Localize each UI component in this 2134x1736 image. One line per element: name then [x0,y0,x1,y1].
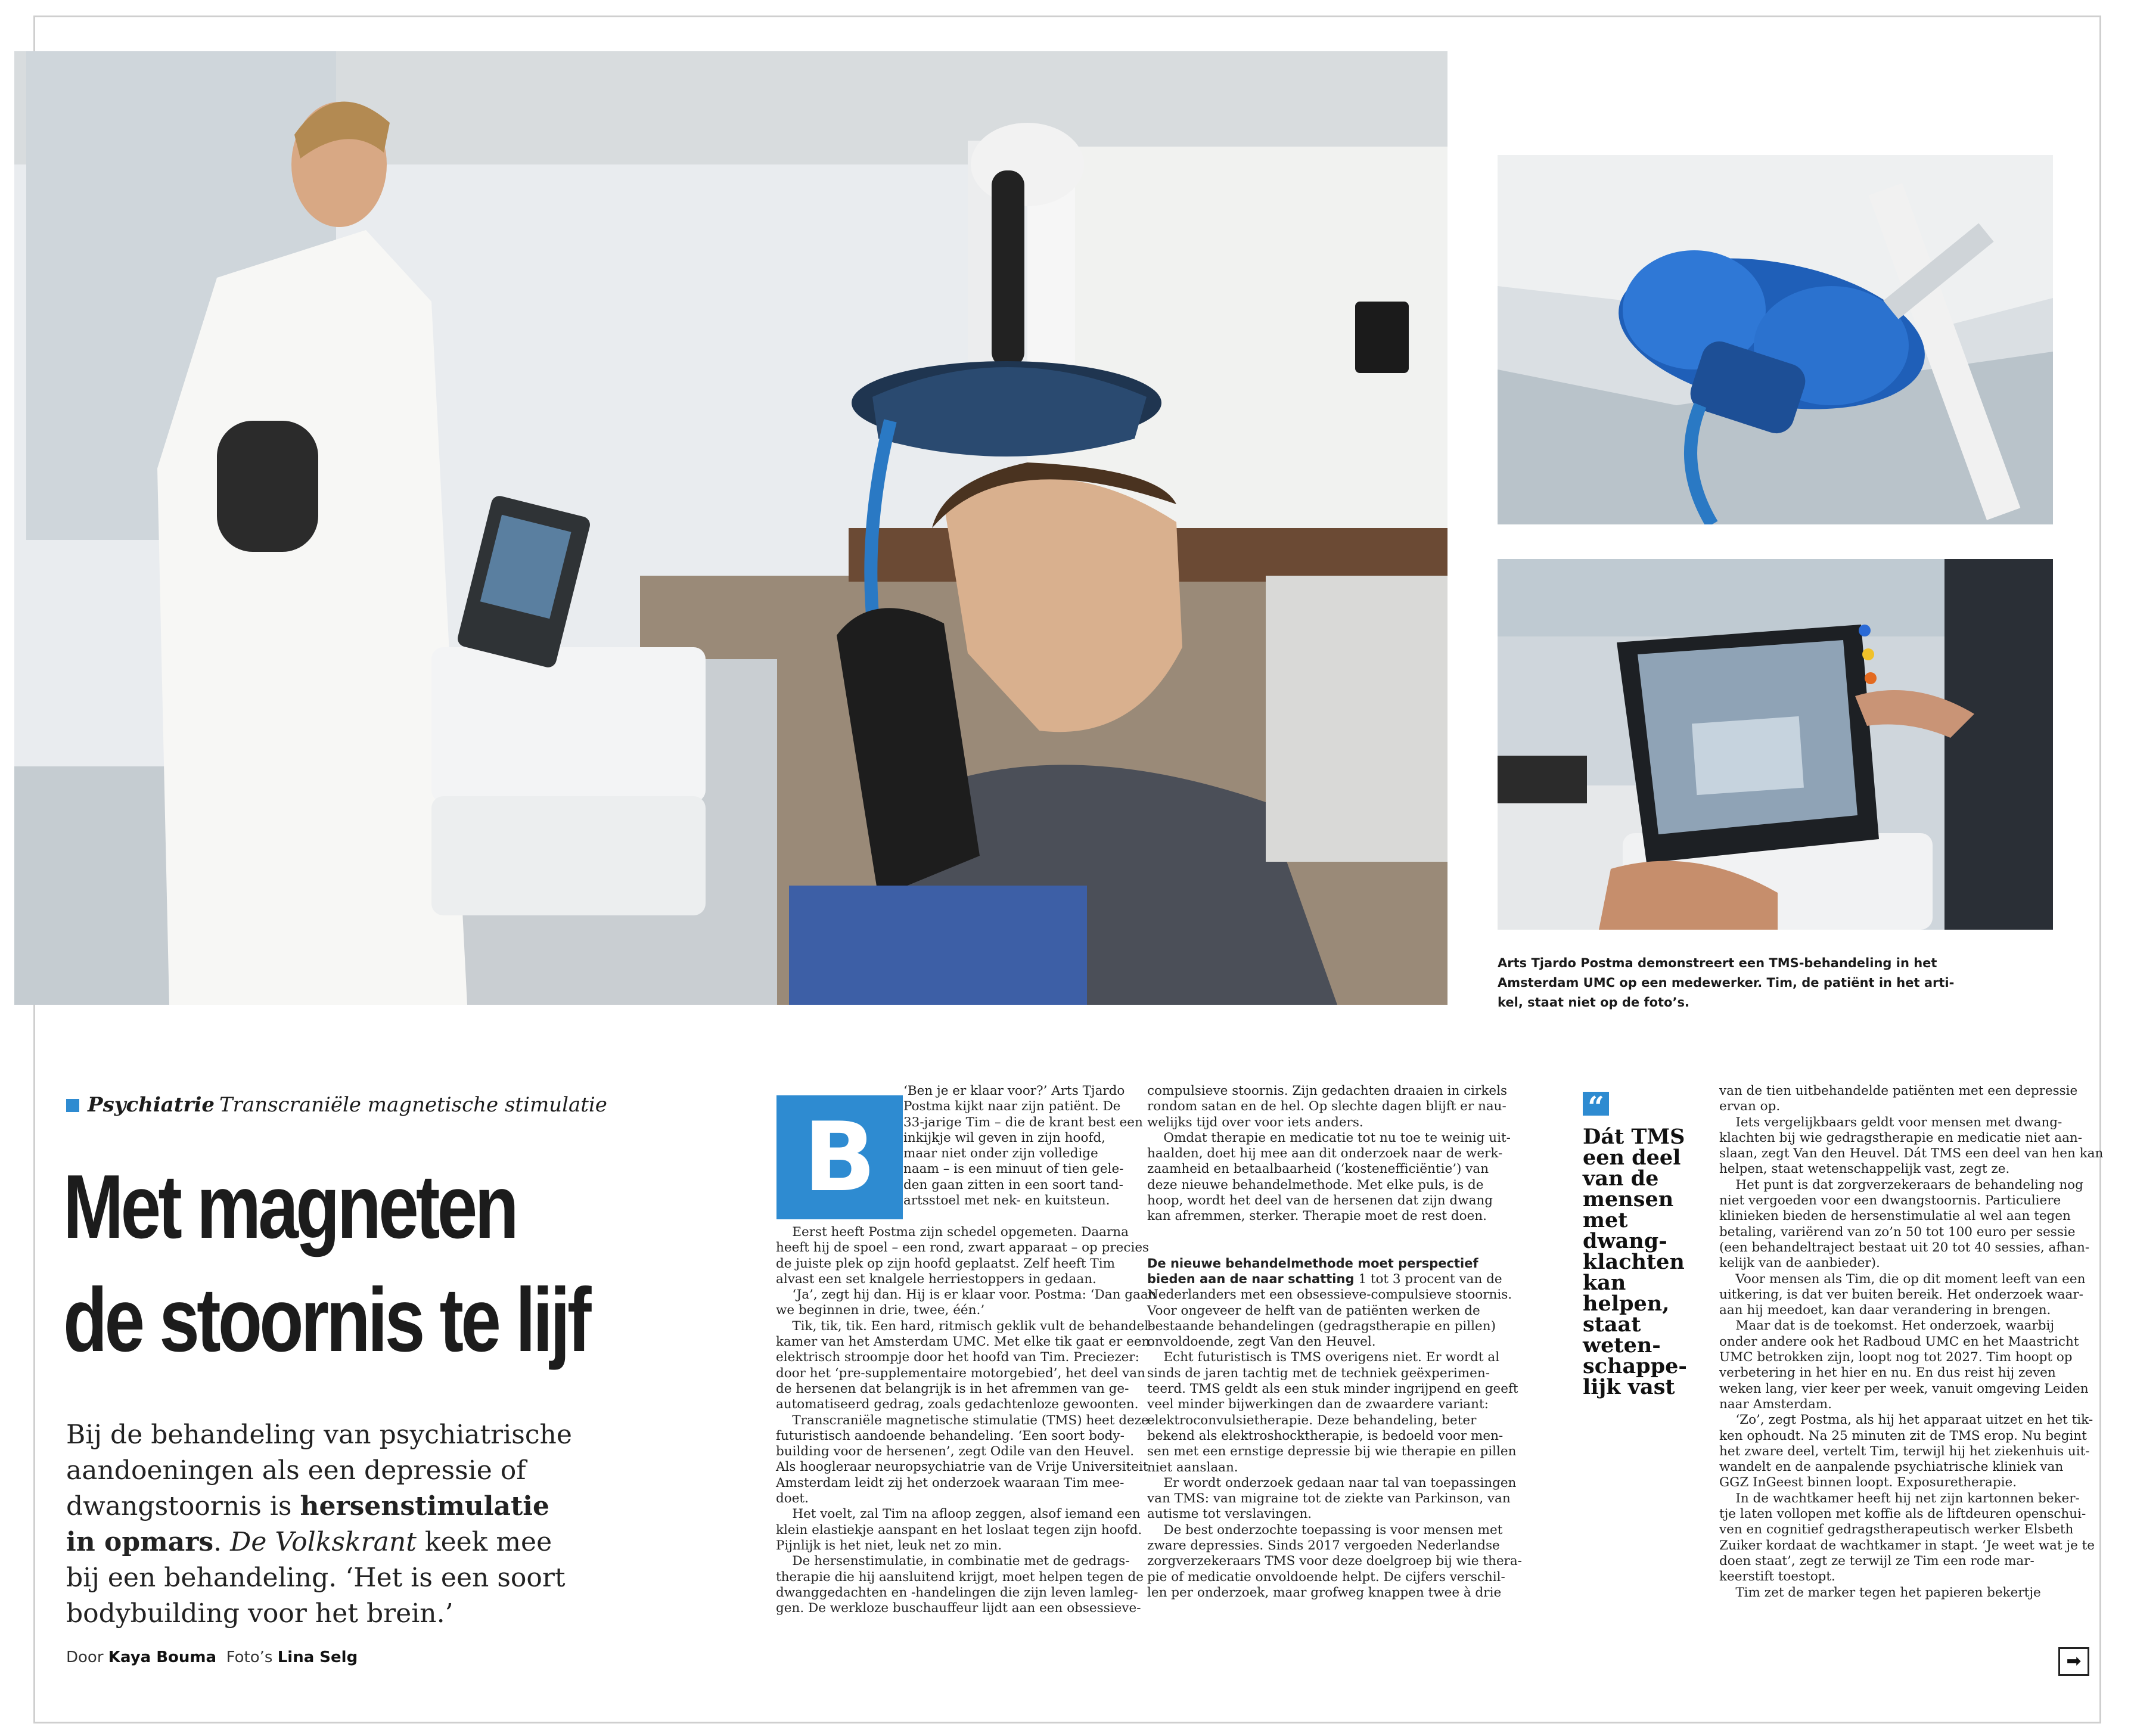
body-line: pie of medicatie onvoldoende helpt. De cijfers verschil- [1147,1569,1505,1585]
body-line: weken lang, vier keer per week, vanuit omgeving Leiden [1719,1381,2089,1396]
tms-control-screen [1498,559,2053,930]
body-line: veel minder bijwerkingen dan de zwaardere variant: [1147,1397,1489,1412]
quote-icon: “ [1583,1092,1609,1116]
body-line: Voor mensen als Tim, die op dit moment leeft van een [1719,1271,2086,1287]
continue-arrow-icon: ➡ [2058,1647,2089,1676]
headline [63,1150,589,1377]
body-line: den gaan zitten in een soort tand- [903,1177,1123,1192]
body-line: bestaande behandelingen (gedragstherapie en pillen) [1147,1318,1496,1334]
body-line: dwanggedachten en -handelingen die zijn leven lamleg- [776,1585,1138,1600]
body-line: klein elastiekje aanspant en het loslaat tegen zijn hoofd. [776,1522,1142,1538]
body-line: haalden, doet hij mee aan dit onderzoek naar de werk- [1147,1146,1503,1162]
body-line: len per onderzoek, maar grofweg knappen twee à drie [1147,1585,1502,1600]
body-line: De hersenstimulatie, in combinatie met de gedrags- [776,1554,1130,1569]
body-line: Pijnlijk is het niet, leuk net zo min. [776,1538,1002,1553]
body-line: we beginnen in drie, twee, één.’ [776,1303,985,1318]
caption-line: Amsterdam UMC op een medewerker. Tim, de patiënt in het arti- [1498,976,1955,990]
body-line: wandelt en de aanpalende psychiatrische kliniek van [1719,1459,2064,1475]
pull-quote-line: dwang- [1583,1229,1667,1253]
body-line: heeft hij de spoel – een rond, zwart apparaat – op precies [776,1240,1150,1256]
body-line: Omdat therapie en medicatie tot nu toe te weinig uit- [1147,1130,1511,1145]
byline [66,1648,358,1666]
column-2 [1147,1083,1522,1601]
body-line: onvoldoende, zegt Van den Heuvel. [1147,1334,1376,1350]
body-line: onder andere ook het Radboud UMC en het Maastricht [1719,1334,2079,1349]
body-line: Er wordt onderzoek gedaan naar tal van toepassingen [1147,1475,1517,1490]
main-photo [14,51,1447,1005]
body-line: GGZ InGeest binnen loopt. Exposuretherapie. [1719,1475,2017,1490]
coil-photo [1498,155,2053,524]
pull-quote-line: lijk vast [1583,1375,1675,1399]
column-3 [1719,1083,2103,1601]
lede-line: aandoeningen als een depressie of [66,1455,526,1486]
body-line: teerd. TMS geldt als een stuk minder ingrijpend en geeft [1147,1381,1518,1397]
body-line: Eerst heeft Postma zijn schedel opgemeten. Daarna [776,1225,1129,1240]
subhead-text: bieden aan de naar schatting [1147,1271,1355,1286]
body-line: niet aanslaan. [1147,1459,1238,1475]
body-line: verbetering in het hier en nu. En dus reist hij zeven [1719,1365,2056,1381]
body-line: De best onderzochte toepassing is voor mensen met [1147,1522,1503,1538]
body-line: de juiste plek op zijn hoofd geplaatst. Zelf heeft Tim [776,1256,1115,1271]
body-line: ven en cognitief gedragstherapeutisch werker Elsbeth [1719,1522,2074,1538]
body-line: Transcraniële magnetische stimulatie (TMS) heet deze [776,1412,1149,1428]
body-text: 1 tot 3 procent van de [1354,1271,1502,1287]
pull-quote-line: staat [1583,1312,1641,1337]
pull-quote-line: van de [1583,1166,1659,1191]
pull-quote-line: Dát TMS [1583,1125,1685,1149]
body-line: therapie die hij aansluitend krijgt, moet helpen tegen de [776,1569,1144,1585]
body-line: Tim zet de marker tegen het papieren bekertje [1719,1585,2041,1600]
body-line: Als hoogleraar neuropsychiatrie van de Vrije Universiteit [776,1459,1148,1475]
body-line: welijks tijd over voor iets anders. [1147,1114,1363,1130]
lede-bold: in opmars [66,1527,214,1557]
body-line: deze nieuwe behandelmethode. Met elke puls, is de [1147,1177,1484,1192]
body-line: compulsieve stoornis. Zijn gedachten draaien in cirkels [1147,1083,1507,1098]
body-line: Nederlanders met een obsessieve-compulsieve stoornis. [1147,1287,1512,1303]
lede-line: Bij de behandeling van psychiatrische [66,1420,572,1450]
body-line: (een behandeltraject bestaat uit 20 tot 40 sessies, afhan- [1719,1240,2090,1255]
pull-quote-line: klachten [1583,1250,1685,1274]
body-line: helpen, staat wetenschappelijk vast, zegt ze. [1719,1162,2010,1177]
screen-photo [1498,559,2053,930]
tms-coil-closeup [1498,155,2053,524]
body-line: elektrisch stroompje door het hoofd van Tim. Preciezer: [776,1350,1139,1365]
caption-line: Arts Tjardo Postma demonstreert een TMS-behandeling in het [1498,956,1937,970]
lede-line: bodybuilding voor het brein.’ [66,1598,453,1629]
body-line: naam – is een minuut of tien gele- [903,1162,1124,1177]
body-line: kan afremmen, sterker. Therapie moet de rest doen. [1147,1209,1487,1224]
lede-text: keek mee [416,1527,552,1557]
body-line: de hersenen dat belangrijk is in het afremmen van ge- [776,1381,1129,1396]
caption-line: kel, staat niet op de foto’s. [1498,995,1689,1010]
paragraph-gap [1147,1225,1522,1256]
lede-line: bij een behandeling. ‘Het is een soort [66,1563,566,1593]
body-line: het zware deel, vertelt Tim, terwijl hij het ziekenhuis uit- [1719,1443,2090,1459]
kicker-topic: Transcraniële magnetische stimulatie [219,1093,607,1117]
body-line: van TMS: van migraine tot de ziekte van Parkinson, van [1147,1491,1511,1507]
body-line: tje laten vollopen met koffie als de liftdeuren openschui- [1719,1507,2086,1522]
lede-bold: hersenstimulatie [300,1491,550,1521]
body-line: zware depressies. Sinds 2017 vergoeden Nederlandse [1147,1538,1500,1554]
body-line: door het ‘pre-supplementaire motorgebied’, het deel van [776,1365,1145,1381]
body-line: zaamheid en betaalbaarheid (‘kostenefficiëntie’) van [1147,1162,1489,1177]
body-line: niet vergoeden voor een dwangstoornis. Particuliere [1719,1193,2061,1209]
body-line: sen met een ernstige depressie bij wie therapie en pillen [1147,1444,1517,1459]
headline-line: de stoornis te lijf [63,1269,589,1371]
pull-quote-line: een deel [1583,1145,1681,1170]
body-line: Maar dat is de toekomst. Het onderzoek, waarbij [1719,1318,2055,1334]
body-line: elektroconvulsietherapie. Deze behandeling, beter [1147,1412,1477,1428]
pull-quote-line: met [1583,1208,1628,1232]
body-line: ‘Ja’, zegt hij dan. Hij is er klaar voor. Postma: ‘Dan gaan [776,1287,1157,1303]
body-line: alvast een set knalgele herriestoppers in gedaan. [776,1271,1096,1287]
byline-author: Kaya Bouma [108,1648,217,1666]
body-line: Het punt is dat zorgverzekeraars de behandeling nog [1719,1177,2083,1192]
body-line: van de tien uitbehandelde patiënten met een depressie [1719,1083,2078,1098]
body-line: ken ophoudt. Na 25 minuten zit de TMS erop. Nu begint [1719,1428,2087,1443]
byline-photographer: Lina Selg [277,1648,358,1666]
body-line: uitkering, is dat ver buiten bereik. Het onderzoek waar- [1719,1287,2083,1302]
lede [66,1417,572,1632]
subhead-line: De nieuwe behandelmethode moet perspectief [1147,1256,1478,1271]
body-line: artsstoel met nek- en kuitsteun. [903,1193,1110,1209]
kicker-section: Psychiatrie [88,1093,215,1117]
photo-caption [1498,954,1986,1013]
body-line: Echt futuristisch is TMS overigens niet. Er wordt al [1147,1350,1500,1365]
drop-cap: B [776,1095,903,1219]
body-line: Voor ongeveer de helft van de patiënten werken de [1147,1303,1480,1318]
lede-line [66,1489,572,1524]
body-line: sinds de jaren tachtig met de techniek geëxperimen- [1147,1365,1490,1381]
pull-quote-line: schappe- [1583,1354,1687,1378]
body-line: futuristisch aandoende behandeling. ‘Een soort body- [776,1428,1125,1443]
body-line: klachten bij wie gedragstherapie en medicatie niet aan- [1719,1130,2083,1145]
body-line: kelijk van de aanbieder). [1719,1256,1880,1271]
pull-quote-line: mensen [1583,1187,1674,1212]
pull-quote-line: kan [1583,1271,1626,1295]
body-line: klinieken bieden de hersenstimulatie al wel aan tegen [1719,1209,2071,1224]
body-line: gen. De werkloze buschauffeur lijdt aan een obsessieve- [776,1601,1141,1616]
lede-text: . [213,1527,231,1557]
body-line: Iets vergelijkbaars geldt voor mensen met dwang- [1719,1114,2062,1130]
body-line: maar niet onder zijn volledige [903,1146,1098,1162]
body-line: Zuiker kordaat de wachtkamer in stapt. ‘Je weet wat je te [1719,1538,2095,1553]
pull-quote [1583,1126,1687,1398]
body-line: aan hij meedoet, kan daar verandering in brengen. [1719,1303,2051,1318]
tms-treatment-photo [14,51,1447,1005]
body-line: zorgverzekeraars TMS voor deze doelgroep bij wie thera- [1147,1554,1522,1569]
body-line: doet. [776,1491,809,1507]
body-line: betaling, variërend van zo’n 50 tot 100 euro per sessie [1719,1224,2076,1240]
lede-text: dwangstoornis is [66,1491,300,1521]
body-line: Het voelt, zal Tim na afloop zeggen, alsof iemand een [776,1507,1141,1522]
body-line: inkijkje wil geven in zijn hoofd, [903,1130,1105,1145]
body-line: slaan, zegt Van den Heuvel. Dát TMS een deel van hen kan [1719,1146,2104,1162]
body-line: ervan op. [1719,1099,1781,1114]
pull-quote-line: helpen, [1583,1291,1670,1316]
body-line: Amsterdam leidt zij het onderzoek waaraan Tim mee- [776,1475,1125,1490]
body-line: UMC betrokken zijn, loopt nog tot 2027. Tim hoopt op [1719,1350,2073,1365]
body-line: doen staat’, zegt ze terwijl ze Tim een rode mar- [1719,1553,2034,1569]
body-line: keerstift toestopt. [1719,1569,1835,1585]
body-line: 33-jarige Tim – die de krant best een [903,1114,1143,1130]
byline-by: Door [66,1648,104,1666]
section-kicker [66,1093,607,1117]
body-line: automatiseerd gedrag, zoals gedachtenloze gewoonten. [776,1397,1139,1412]
pull-quote-line: weten- [1583,1333,1661,1358]
body-line: ‘Zo’, zegt Postma, als hij het apparaat uitzet en het tik- [1719,1412,2093,1428]
column-1-top [903,1083,1143,1209]
body-line: autisme tot verslavingen. [1147,1507,1312,1522]
body-line: naar Amsterdam. [1719,1396,1832,1412]
body-line: Tik, tik, tik. Een hard, ritmisch geklik vult de behandel- [776,1318,1153,1334]
body-line: rondom satan en de hel. Op slechte dagen blijft er nau- [1147,1099,1506,1114]
body-line: bekend als elektroshocktherapie, is bedoeld voor men- [1147,1428,1504,1443]
body-line: hoop, wordt het deel van de hersenen dat zijn dwang [1147,1193,1493,1209]
subhead-line [1147,1271,1522,1287]
lede-line [66,1524,572,1560]
body-line: kamer van het Amsterdam UMC. Met elke tik gaat er een [776,1334,1150,1350]
headline-line: Met magneten [63,1156,516,1257]
lede-italic: De Volkskrant [230,1527,417,1557]
body-line: Postma kijkt naar zijn patiënt. De [903,1099,1121,1114]
kicker-square-icon [66,1099,79,1112]
body-line: In de wachtkamer heeft hij net zijn kartonnen beker- [1719,1490,2080,1506]
body-line: building voor de hersenen’, zegt Odile van den Heuvel. [776,1444,1135,1459]
column-1-body [776,1225,1157,1616]
byline-photo-label: Foto’s [226,1648,273,1666]
body-line: ‘Ben je er klaar voor?’ Arts Tjardo [903,1083,1125,1098]
